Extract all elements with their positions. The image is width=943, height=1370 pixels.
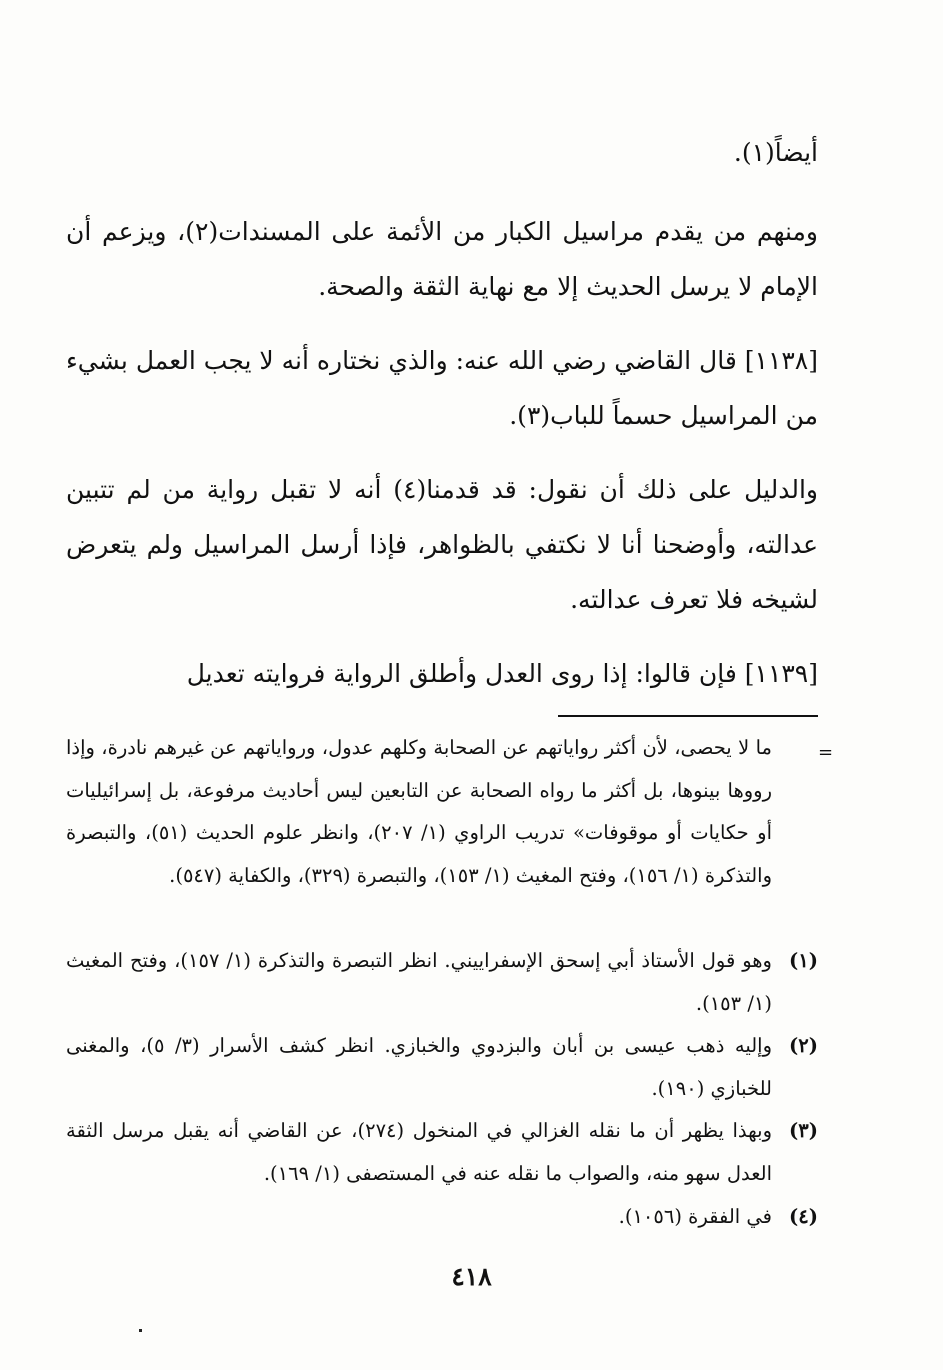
page-number: ٤١٨	[451, 1262, 492, 1291]
scan-speck	[139, 1329, 142, 1332]
footnote-text: وهو قول الأستاذ أبي إسحق الإسفراييني. انظر التبصرة والتذكرة (١/ ١٥٧)، وفتح المغيث (١/ ١٥٣).	[66, 949, 772, 1015]
paragraph-musnad: ومنهم من يقدم مراسيل الكبار من الأئمة على المسندات(٢)، ويزعم أن الإمام لا يرسل الحديث إلا مع نهاية الثقة والصحة.	[66, 217, 818, 301]
footnote-number: (١)	[789, 949, 818, 972]
footnote-4	[66, 1196, 818, 1239]
footnote-text: وإليه ذهب عيسى بن أبان والبزدوي والخبازي. انظر كشف الأسرار (٣/ ٥)، والمغنى للخبازي (١٩٠).	[66, 1034, 772, 1100]
footnote-number: (٣)	[789, 1119, 818, 1142]
footnote-number: (٢)	[789, 1034, 818, 1057]
footnote-continued-marker: =	[818, 742, 834, 763]
footnote-2	[66, 1025, 818, 1110]
footnote-continued-text: ما لا يحصى، لأن أكثر رواياتهم عن الصحابة وكلهم عدول، ورواياتهم عن غيرهم نادرة، وإذا رووها بينوها، بل أكثر ما رواه الصحابة عن التابعين ليس أحاديث مرفوعة، بل إسرائيليات أو حكايات أو موقوفات» تدريب الراوي (١/ ٢٠٧)، وانظر علوم الحديث (٥١)، والتبصرة والتذكرة (١/ ١٥٦)، وفتح المغيث (١/ ١٥٣)، والتبصرة (٣٢٩)، والكفاية (٥٤٧).	[66, 736, 773, 887]
footnote-3	[66, 1110, 818, 1195]
footnote-continued	[66, 727, 818, 897]
paragraph-1139: [١١٣٩] فإن قالوا: إذا روى العدل وأطلق الرواية فروايته تعديل	[186, 659, 818, 688]
paragraph-evidence: والدليل على ذلك أن نقول: قد قدمنا(٤) أنه لا تقبل رواية من لم تتبين عدالته، وأوضحنا أنا لا نكتفي بالظواهر، فإذا أرسل المراسيل ولم يتعرض لشيخه فلا تعرف عدالته.	[66, 475, 819, 614]
footnote-text: وبهذا يظهر أن ما نقله الغزالي في المنخول (٢٧٤)، عن القاضي أنه يقبل مرسل الثقة العدل سهو منه، والصواب ما نقله عنه في المستصفى (١/ ١٦٩).	[66, 1119, 772, 1185]
footnote-text: في الفقرة (١٠٥٦).	[618, 1205, 772, 1228]
footnote-1	[66, 940, 818, 1025]
paragraph-continuation: أيضاً(١).	[733, 138, 818, 167]
paragraph-1138: [١١٣٨] قال القاضي رضي الله عنه: والذي نختاره أنه لا يجب العمل بشيء من المراسيل حسماً للباب(٣).	[66, 346, 818, 430]
footnote-separator	[558, 715, 818, 717]
footnote-number: (٤)	[789, 1205, 818, 1228]
